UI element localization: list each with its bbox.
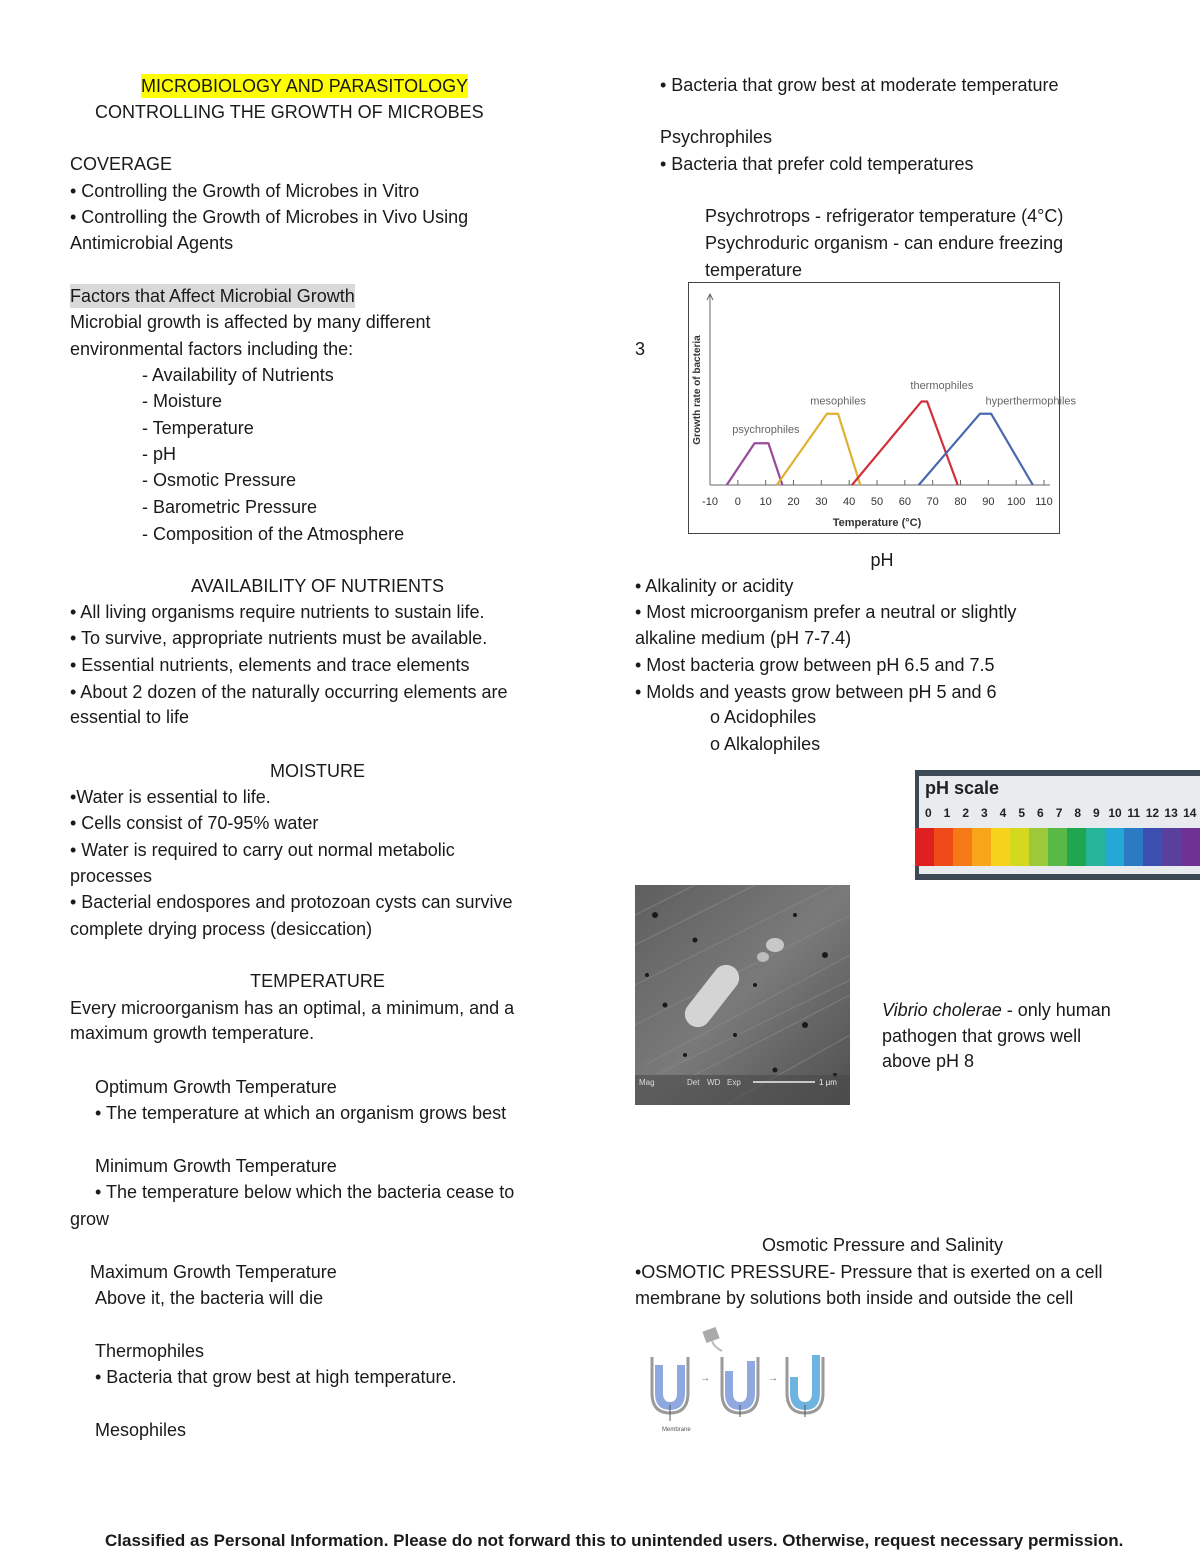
factor-item: - Osmotic Pressure	[142, 470, 297, 490]
ph-scale-swatch	[1162, 828, 1181, 866]
coverage-item: • Controlling the Growth of Microbes in Vitro	[70, 181, 420, 201]
x-tick-label: 110	[1035, 496, 1053, 508]
ph-item: • Most microorganism prefer a neutral or slightly	[635, 602, 1017, 622]
coverage-item: Antimicrobial Agents	[70, 233, 234, 253]
coverage-heading: COVERAGE	[70, 154, 173, 174]
ph-scale-swatch	[915, 828, 934, 866]
svg-text:→: →	[700, 1373, 710, 1384]
ph-scale-swatch	[1067, 828, 1086, 866]
ph-subitem: o Acidophiles	[710, 707, 817, 727]
moisture-item: • Bacterial endospores and protozoan cysts can survive	[70, 892, 513, 912]
footer-notice: Classified as Personal Information. Please do not forward this to unintended users. Otherwise, request necessary permission.	[105, 1531, 1124, 1550]
x-tick-label: 20	[787, 496, 800, 508]
vibrio-caption	[882, 998, 1111, 1022]
temperature-heading: TEMPERATURE	[250, 971, 385, 991]
coverage-item: • Controlling the Growth of Microbes in Vivo Using	[70, 207, 469, 227]
moisture-item: complete drying process (desiccation)	[70, 919, 373, 939]
ph-scale-number: 5	[1018, 806, 1026, 820]
moisture-item: • Cells consist of 70-95% water	[70, 813, 319, 833]
ph-scale-swatch	[953, 828, 972, 866]
x-tick-label: 80	[954, 496, 967, 508]
ph-item: • Alkalinity or acidity	[635, 576, 794, 596]
series-label-psychrophiles: psychrophiles	[732, 424, 800, 437]
mesophiles-desc: • Bacteria that grow best at moderate temperature	[660, 75, 1059, 95]
nutrients-heading: AVAILABILITY OF NUTRIENTS	[190, 576, 445, 596]
x-axis-label: Temperature (°C)	[832, 517, 922, 529]
x-tick-label: 30	[815, 496, 828, 508]
temperature-intro: Every microorganism has an optimal, a minimum, and a	[70, 998, 515, 1018]
moisture-item: •Water is essential to life.	[70, 787, 271, 807]
ph-scale-number: 14	[1183, 806, 1197, 820]
factor-item: - Composition of the Atmosphere	[142, 524, 405, 544]
mesophiles-heading: Mesophiles	[95, 1420, 187, 1440]
ph-scale-number: 13	[1164, 806, 1178, 820]
document-subtitle: CONTROLLING THE GROWTH OF MICROBES	[95, 102, 484, 122]
factor-item: - Barometric Pressure	[142, 497, 318, 517]
nutrients-item: • To survive, appropriate nutrients must be available.	[70, 628, 488, 648]
ph-scale-swatch	[1010, 828, 1029, 866]
vibrio-caption-line: above pH 8	[882, 1051, 975, 1071]
osmotic-item: membrane by solutions both inside and outside the cell	[635, 1288, 1074, 1308]
maximum-desc: Above it, the bacteria will die	[95, 1288, 324, 1308]
ph-scale-number: 3	[981, 806, 988, 820]
ph-scale-swatch	[934, 828, 953, 866]
nutrients-item: • About 2 dozen of the naturally occurring elements are	[70, 682, 508, 702]
vibrio-name: Vibrio cholerae	[882, 1000, 1002, 1020]
factors-intro: Microbial growth is affected by many different	[70, 312, 431, 332]
vibrio-sem-micrograph	[635, 885, 850, 1105]
ph-item: • Most bacteria grow between pH 6.5 and 7.5	[635, 655, 995, 675]
x-tick-label: 50	[870, 496, 884, 508]
x-tick-label: 40	[843, 496, 856, 508]
ph-scale-swatch	[1181, 828, 1200, 866]
series-label-hyperthermophiles: hyperthermophiles	[985, 395, 1077, 408]
thermophiles-desc: • Bacteria that grow best at high temperature.	[95, 1367, 457, 1387]
membrane-label: Membrane	[662, 1427, 691, 1433]
x-tick-label: 10	[759, 496, 772, 508]
nutrients-item: • Essential nutrients, elements and trace elements	[70, 655, 470, 675]
sem-label: Det	[687, 1078, 700, 1087]
ph-scale-swatch	[991, 828, 1010, 866]
figure-number: 3	[635, 339, 646, 359]
factor-item: - Availability of Nutrients	[142, 365, 334, 385]
moisture-item: • Water is required to carry out normal metabolic	[70, 840, 455, 860]
sem-label: WD	[707, 1078, 721, 1087]
osmosis-u-tube-diagram	[640, 1325, 840, 1435]
ph-scale-swatch	[1124, 828, 1143, 866]
temperature-growth-chart	[688, 282, 1077, 534]
series-label-thermophiles: thermophiles	[910, 380, 974, 393]
document-title: MICROBIOLOGY AND PARASITOLOGY	[141, 76, 469, 96]
minimum-desc: grow	[70, 1209, 110, 1229]
ph-scale-image	[915, 770, 1200, 880]
vibrio-caption-line: pathogen that grows well	[882, 1026, 1082, 1046]
ph-scale-title: pH scale	[925, 778, 1000, 798]
ph-scale-number: 11	[1127, 806, 1141, 820]
x-tick-label: 70	[926, 496, 939, 508]
nutrients-item: essential to life	[70, 707, 190, 727]
ph-scale-number: 7	[1055, 806, 1063, 820]
x-tick-label: 0	[734, 496, 741, 508]
ph-item: alkaline medium (pH 7-7.4)	[635, 628, 852, 648]
ph-scale-number: 9	[1093, 806, 1100, 820]
ph-scale-number: 10	[1108, 806, 1122, 820]
osmotic-heading: Osmotic Pressure and Salinity	[761, 1235, 1004, 1255]
psychrophiles-heading: Psychrophiles	[660, 127, 773, 147]
ph-item: • Molds and yeasts grow between pH 5 and 6	[635, 682, 997, 702]
ph-scale-number: 2	[962, 806, 970, 820]
psychroduric-line: temperature	[705, 260, 803, 280]
vibrio-caption-rest: - only human	[1001, 1000, 1111, 1020]
nutrients-item: • All living organisms require nutrients to sustain life.	[70, 602, 485, 622]
factor-item: - pH	[142, 444, 177, 464]
moisture-heading: MOISTURE	[269, 761, 365, 781]
series-label-mesophiles: mesophiles	[810, 395, 866, 408]
x-tick-label: 60	[898, 496, 911, 508]
svg-text:→: →	[768, 1373, 778, 1384]
ph-scale-number: 0	[924, 806, 932, 820]
moisture-item: processes	[70, 866, 153, 886]
factor-item: - Moisture	[142, 391, 223, 411]
minimum-heading: Minimum Growth Temperature	[95, 1156, 337, 1176]
psychrophiles-desc: • Bacteria that prefer cold temperatures	[660, 154, 974, 174]
factors-heading: Factors that Affect Microbial Growth	[70, 286, 355, 306]
ph-scale-swatch	[1029, 828, 1048, 866]
factor-item: - Temperature	[142, 418, 254, 438]
ph-scale-swatch	[1105, 828, 1124, 866]
ph-scale-swatch	[1086, 828, 1105, 866]
temperature-intro: maximum growth temperature.	[70, 1023, 315, 1043]
ph-scale-number: 6	[1037, 806, 1044, 820]
sem-label: Exp	[727, 1078, 741, 1087]
psychroduric-line: Psychroduric organism - can endure freezing	[705, 233, 1064, 253]
factors-intro: environmental factors including the:	[70, 339, 354, 359]
ph-scale-swatch	[1048, 828, 1067, 866]
optimum-heading: Optimum Growth Temperature	[95, 1077, 337, 1097]
thermophiles-heading: Thermophiles	[95, 1341, 205, 1361]
ph-scale-swatch	[972, 828, 991, 866]
ph-scale-number: 4	[999, 806, 1007, 820]
x-tick-label: 100	[1006, 496, 1026, 508]
minimum-desc: • The temperature below which the bacteria cease to	[95, 1182, 515, 1202]
ph-heading: pH	[870, 550, 894, 570]
ph-scale-number: 8	[1074, 806, 1082, 820]
optimum-desc: • The temperature at which an organism grows best	[95, 1103, 507, 1123]
ph-subitem: o Alkalophiles	[710, 734, 821, 754]
ph-scale-swatch	[1143, 828, 1162, 866]
x-tick-label: -10	[702, 496, 718, 508]
ph-scale-number: 12	[1145, 806, 1160, 820]
sem-scale-label: 1 μm	[819, 1078, 837, 1087]
maximum-heading: Maximum Growth Temperature	[90, 1262, 337, 1282]
x-tick-label: 90	[982, 496, 995, 508]
osmotic-item: •OSMOTIC PRESSURE- Pressure that is exerted on a cell	[635, 1262, 1103, 1282]
y-axis-label: Growth rate of bacteria	[692, 335, 703, 445]
ph-scale-number: 1	[943, 806, 951, 820]
psychrotrops-line: Psychrotrops - refrigerator temperature (4°C)	[705, 206, 1064, 226]
sem-label: Mag	[639, 1078, 655, 1087]
